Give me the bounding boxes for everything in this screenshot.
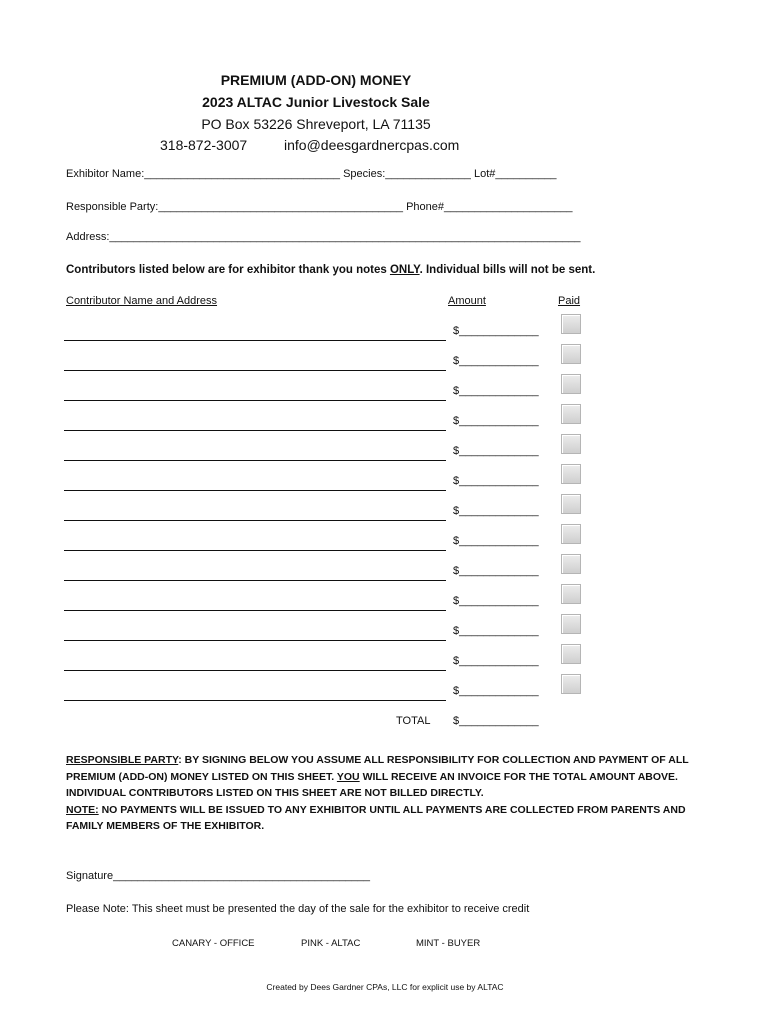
responsibility-text-1: : BY SIGNING BELOW YOU ASSUME ALL RESPONSIBILITY FOR COLLECTION AND PAYMENT OF ALL PREMIUM (ADD-ON) MONEY LISTED ON THIS SHEET. — [66, 754, 689, 783]
contributor-name-line[interactable] — [64, 490, 446, 491]
contributor-name-line[interactable] — [64, 400, 446, 401]
paid-checkbox[interactable] — [561, 374, 581, 394]
event-name: 2023 ALTAC Junior Livestock Sale — [202, 94, 430, 110]
contributor-name-line[interactable] — [64, 550, 446, 551]
total-amount-field[interactable]: $_____________ — [453, 715, 539, 727]
copy-pink: PINK - ALTAC — [301, 938, 361, 949]
footer-credit: Created by Dees Gardner CPAs, LLC for explicit use by ALTAC — [266, 982, 504, 992]
notice-text-post: . Individual bills will not be sent. — [419, 264, 596, 276]
column-header-paid: Paid — [558, 295, 581, 307]
total-label: TOTAL — [396, 715, 431, 727]
paid-checkbox[interactable] — [561, 344, 581, 364]
contributor-name-line[interactable] — [64, 370, 446, 371]
notice-text-pre: Contributors listed below are for exhibitor thank you notes — [66, 264, 390, 276]
please-note: Please Note: This sheet must be presented the day of the sale for the exhibitor to receive credit — [66, 903, 530, 915]
signature-field[interactable]: Signature__________________________________________ — [66, 870, 371, 882]
amount-field[interactable]: $_____________ — [453, 355, 539, 367]
amount-field[interactable]: $_____________ — [453, 565, 539, 577]
amount-field[interactable]: $_____________ — [453, 625, 539, 637]
note-label: NOTE: — [66, 803, 99, 816]
address-field[interactable]: Address:_____________________________________________________________________________ — [66, 231, 581, 243]
contributor-name-line[interactable] — [64, 340, 446, 341]
copy-canary: CANARY - OFFICE — [172, 938, 255, 949]
email-address: info@deesgardnercpas.com — [284, 137, 460, 153]
paid-checkbox[interactable] — [561, 434, 581, 454]
amount-field[interactable]: $_____________ — [453, 385, 539, 397]
amount-field[interactable]: $_____________ — [453, 475, 539, 487]
note-text: NO PAYMENTS WILL BE ISSUED TO ANY EXHIBITOR UNTIL ALL PAYMENTS ARE COLLECTED FROM PARENTS AND FAMILY MEMBERS OF THE EXHIBITOR. — [66, 803, 686, 832]
paid-checkbox[interactable] — [561, 524, 581, 544]
paid-checkbox[interactable] — [561, 614, 581, 634]
contributors-notice — [66, 264, 595, 276]
contributor-name-line[interactable] — [64, 610, 446, 611]
column-header-amount: Amount — [448, 295, 486, 307]
paid-checkbox[interactable] — [561, 494, 581, 514]
contributor-name-line[interactable] — [64, 460, 446, 461]
copy-mint: MINT - BUYER — [416, 938, 481, 949]
amount-field[interactable]: $_____________ — [453, 685, 539, 697]
amount-field[interactable]: $_____________ — [453, 655, 539, 667]
contributor-name-line[interactable] — [64, 670, 446, 671]
responsibility-statement — [66, 752, 706, 835]
phone-number: 318-872-3007 — [160, 137, 248, 153]
paid-checkbox[interactable] — [561, 644, 581, 664]
paid-checkbox[interactable] — [561, 464, 581, 484]
amount-field[interactable]: $_____________ — [453, 445, 539, 457]
paid-checkbox[interactable] — [561, 404, 581, 424]
paid-checkbox[interactable] — [561, 584, 581, 604]
responsible-party-field[interactable]: Responsible Party:________________________________________ Phone#_____________________ — [66, 201, 573, 213]
paid-checkbox[interactable] — [561, 314, 581, 334]
mailing-address: PO Box 53226 Shreveport, LA 71135 — [201, 116, 431, 132]
responsibility-you: YOU — [336, 770, 360, 783]
contributor-name-line[interactable] — [64, 640, 446, 641]
amount-field[interactable]: $_____________ — [453, 505, 539, 517]
amount-field[interactable]: $_____________ — [453, 415, 539, 427]
exhibitor-field[interactable]: Exhibitor Name:________________________________ Species:______________ Lot#__________ — [66, 168, 557, 180]
contributor-name-line[interactable] — [64, 580, 446, 581]
paid-checkbox[interactable] — [561, 554, 581, 574]
paid-checkbox[interactable] — [561, 674, 581, 694]
column-header-name: Contributor Name and Address — [66, 295, 218, 307]
amount-field[interactable]: $_____________ — [453, 325, 539, 337]
amount-field[interactable]: $_____________ — [453, 535, 539, 547]
form-title: PREMIUM (ADD-ON) MONEY — [220, 72, 412, 88]
contributor-name-line[interactable] — [64, 430, 446, 431]
responsibility-heading: RESPONSIBLE PARTY — [66, 754, 179, 766]
contributor-name-line[interactable] — [64, 520, 446, 521]
amount-field[interactable]: $_____________ — [453, 595, 539, 607]
contributor-name-line[interactable] — [64, 700, 446, 701]
responsibility-text-2: WILL RECEIVE AN INVOICE FOR THE TOTAL AMOUNT ABOVE. INDIVIDUAL CONTRIBUTORS LISTED ON THIS SHEET ARE NOT BILLED DIRECTLY. — [66, 770, 678, 799]
notice-emphasis: ONLY — [389, 264, 420, 276]
